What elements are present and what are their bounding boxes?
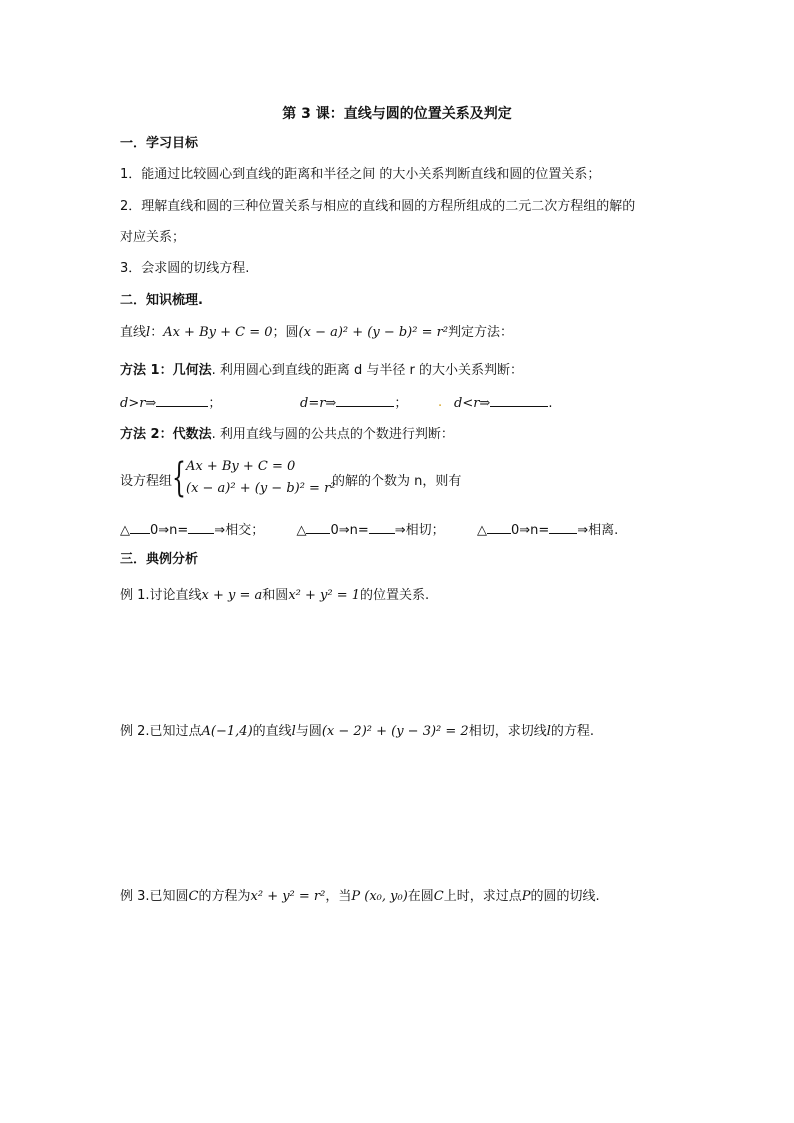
system-label: 设方程组 <box>120 474 173 489</box>
example-3-prefix: 例 3.已知圆 <box>120 889 189 904</box>
blank-field[interactable] <box>188 521 214 534</box>
example-1-prefix: 例 1.讨论直线 <box>120 588 202 603</box>
page-title: 第 3 课：直线与圆的位置关系及判定 <box>282 106 512 122</box>
delta-conditions <box>120 521 618 540</box>
goal-item-2b: 对应关系； <box>120 230 186 245</box>
delta-symbol: △ <box>120 523 130 538</box>
section-heading-goals: 一．学习目标 <box>120 136 199 151</box>
blank-field[interactable] <box>336 394 394 407</box>
example-2-mid2: 与圆 <box>295 724 322 739</box>
blank-field[interactable] <box>490 394 548 407</box>
example-3-mid3: 在圆 <box>407 889 434 904</box>
line-var: l <box>146 325 151 340</box>
delta-zero-text: 0⇒n= <box>330 523 369 538</box>
example-2-end: 的方程. <box>550 724 595 739</box>
example-2-circle-eq: (x − 2)² + (y − 3)² = 2 <box>321 724 469 739</box>
delta-zero-text: 0⇒n= <box>150 523 189 538</box>
condition-greater-text: d>r⇒ <box>120 396 157 411</box>
method-1-label: 方法 1：几何法 <box>120 363 212 378</box>
method-2 <box>120 426 454 444</box>
example-1 <box>120 587 429 605</box>
condition-less: d<r⇒ . <box>454 396 553 411</box>
blank-field[interactable] <box>369 521 395 534</box>
section-heading-knowledge: 二．知识梳理. <box>120 293 203 308</box>
delta-symbol: △ <box>296 523 307 538</box>
example-3-mid1: 的方程为 <box>198 889 251 904</box>
blank-field[interactable] <box>306 521 330 534</box>
blank-field[interactable] <box>156 394 208 407</box>
example-2-suffix: 相切，求切线 <box>468 724 547 739</box>
line-prefix: 直线 <box>120 325 147 340</box>
goal-item-1: 1．能通过比较圆心到直线的距离和半径之间 的大小关系判断直线和圆的位置关系； <box>120 167 601 182</box>
example-1-circle-eq: x² + y² = 1 <box>288 588 360 603</box>
example-2-line-var: l <box>291 724 296 739</box>
condition-equal-text: d=r⇒ <box>300 396 337 411</box>
example-1-line-eq: x + y = a <box>201 588 263 603</box>
example-2 <box>120 723 594 741</box>
judge-text: 判定方法： <box>448 325 514 340</box>
circle-prefix: ；圆 <box>272 325 299 340</box>
condition-equal: d=r⇒ ； <box>300 396 408 411</box>
example-3-circle-var: C <box>188 889 199 904</box>
blank-field[interactable] <box>130 521 150 534</box>
condition-greater: d>r⇒ ； <box>120 396 222 411</box>
example-3-end: 的圆的切线. <box>530 889 600 904</box>
example-3-point: P (x₀, y₀) <box>351 889 408 904</box>
blank-field[interactable] <box>487 521 511 534</box>
example-3-mid4: 上时，求过点 <box>443 889 522 904</box>
system-equation-2: (x − a)² + (y − b)² = r² <box>186 481 336 496</box>
example-3-circle-eq: x² + y² = r² <box>250 889 326 904</box>
example-3-mid2: ，当 <box>325 889 352 904</box>
result-tangent: ⇒相切； <box>394 523 445 538</box>
circle-equation: (x − a)² + (y − b)² = r² <box>298 325 449 340</box>
example-2-mid1: 的直线 <box>252 724 292 739</box>
result-separate: ⇒相离. <box>577 523 619 538</box>
method-1 <box>120 362 523 380</box>
goal-item-3: 3．会求圆的切线方程. <box>120 261 250 276</box>
blank-field[interactable] <box>549 521 577 534</box>
example-2-line-var-2: l <box>546 724 551 739</box>
method-1-text: . 利用圆心到直线的距离 d 与半径 r 的大小关系判断： <box>211 363 523 378</box>
delta-zero-text: 0⇒n= <box>510 523 550 538</box>
example-1-suffix: 的位置关系. <box>360 588 430 603</box>
system-after-text: 的解的个数为 n，则有 <box>332 474 462 489</box>
line-equation: Ax + By + C = 0 <box>163 325 273 340</box>
example-2-point: A(−1,4) <box>201 724 253 739</box>
example-3-point-var: P <box>521 889 531 904</box>
result-intersect: ⇒相交； <box>214 523 265 538</box>
condition-less-text: d<r⇒ <box>454 396 491 411</box>
section-heading-examples: 三．典例分析 <box>120 552 199 567</box>
line-circle-definition: 直线l：Ax + By + C = 0；圆(x − a)² + (y − b)² = r²判定方法： <box>120 325 514 340</box>
example-3 <box>120 888 600 906</box>
example-3-circle-var-2: C <box>433 889 444 904</box>
system-equation-1: Ax + By + C = 0 <box>186 459 296 474</box>
method-2-label: 方法 2：代数法 <box>120 427 212 442</box>
example-1-mid: 和圆 <box>262 588 289 603</box>
goal-item-2a: 2．理解直线和圆的三种位置关系与相应的直线和圆的方程所组成的二元二次方程组的解的 <box>120 199 636 214</box>
brace-symbol: { <box>172 455 186 501</box>
stray-dot: . <box>438 395 443 410</box>
example-2-prefix: 例 2.已知过点 <box>120 724 202 739</box>
method-2-text: . 利用直线与圆的公共点的个数进行判断： <box>211 427 454 442</box>
delta-symbol: △ <box>476 523 487 538</box>
